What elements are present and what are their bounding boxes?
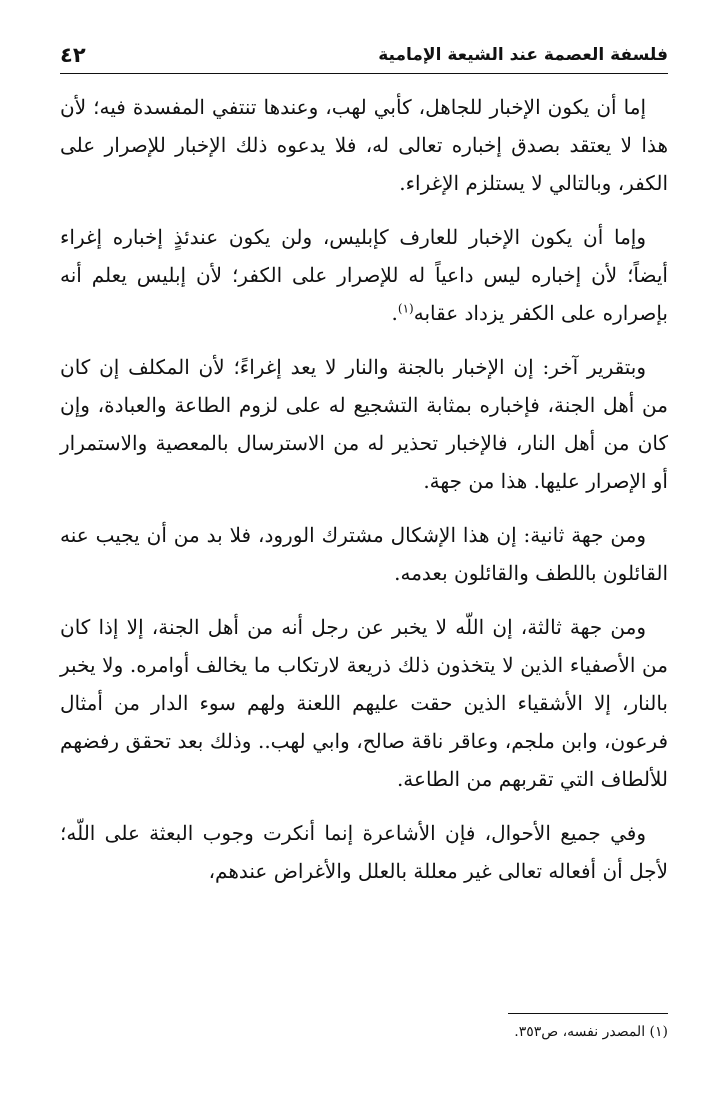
paragraph-2-period: . (391, 301, 398, 325)
paragraph-2-text: وإما أن يكون الإخبار للعارف كإبليس، ولن يكون عندئذٍ إخباره إغراء أيضاً؛ لأن إخباره ليس داعياً له للإصرار على الكفر؛ لأن إبليس يعلم أنه بإصراره على الكفر يزداد عقابه (60, 225, 668, 325)
page-number: ٤٢ (60, 43, 86, 67)
paragraph-1: إما أن يكون الإخبار للجاهل، كأبي لهب، وعندها تنتفي المفسدة فيه؛ لأن هذا لا يعتقد بصدق إخباره تعالى له، فلا يدعوه ذلك الإخبار للإصرار على الكفر، وبالتالي لا يستلزم الإغراء. (60, 95, 668, 195)
paragraph-3: وبتقرير آخر: إن الإخبار بالجنة والنار لا يعد إغراءً؛ لأن المكلف إن كان من أهل الجنة، فإخباره بمثابة التشجيع له على لزوم الطاعة والعبادة، وإن كان من أهل النار، فالإخبار تحذير له من الاسترسال بالمعصية والاستمرار أو الإصرار عليها. هذا من جهة. (60, 355, 668, 493)
footnote: (١) المصدر نفسه، ص٣٥٣. (514, 1024, 668, 1040)
paragraph-4: ومن جهة ثانية: إن هذا الإشكال مشترك الورود، فلا بد من أن يجيب عنه القائلون باللطف والقائلون بعدمه. (60, 523, 668, 585)
paragraph-2 (60, 218, 668, 332)
footnote-marker: (١) (397, 301, 414, 316)
body-text (60, 88, 668, 890)
book-page (60, 0, 668, 1099)
paragraph-5: ومن جهة ثالثة، إن اللّه لا يخبر عن رجل أنه من أهل الجنة، إلا إذا كان من الأصفياء الذين لا يتخذون ذلك ذريعة لارتكاب ما يخالف أوامره. ولا يخبر بالنار، إلا الأشقياء الذين حقت عليهم اللعنة ولهم سوء الدار من أمثال فرعون، وابن ملجم، وعاقر ناقة صالح، وابي لهب.. وذلك بعد تحقق رفضهم للألطاف التي تقربهم من الطاعة. (60, 615, 668, 791)
running-header (60, 34, 668, 68)
footnote-divider (508, 1013, 668, 1014)
running-header-title: فلسفة العصمة عند الشيعة الإمامية (378, 45, 668, 65)
header-divider (60, 73, 668, 74)
paragraph-6: وفي جميع الأحوال، فإن الأشاعرة إنما أنكرت وجوب البعثة على اللّه؛ لأجل أن أفعاله تعالى غير معللة بالعلل والأغراض عندهم، (60, 821, 668, 883)
